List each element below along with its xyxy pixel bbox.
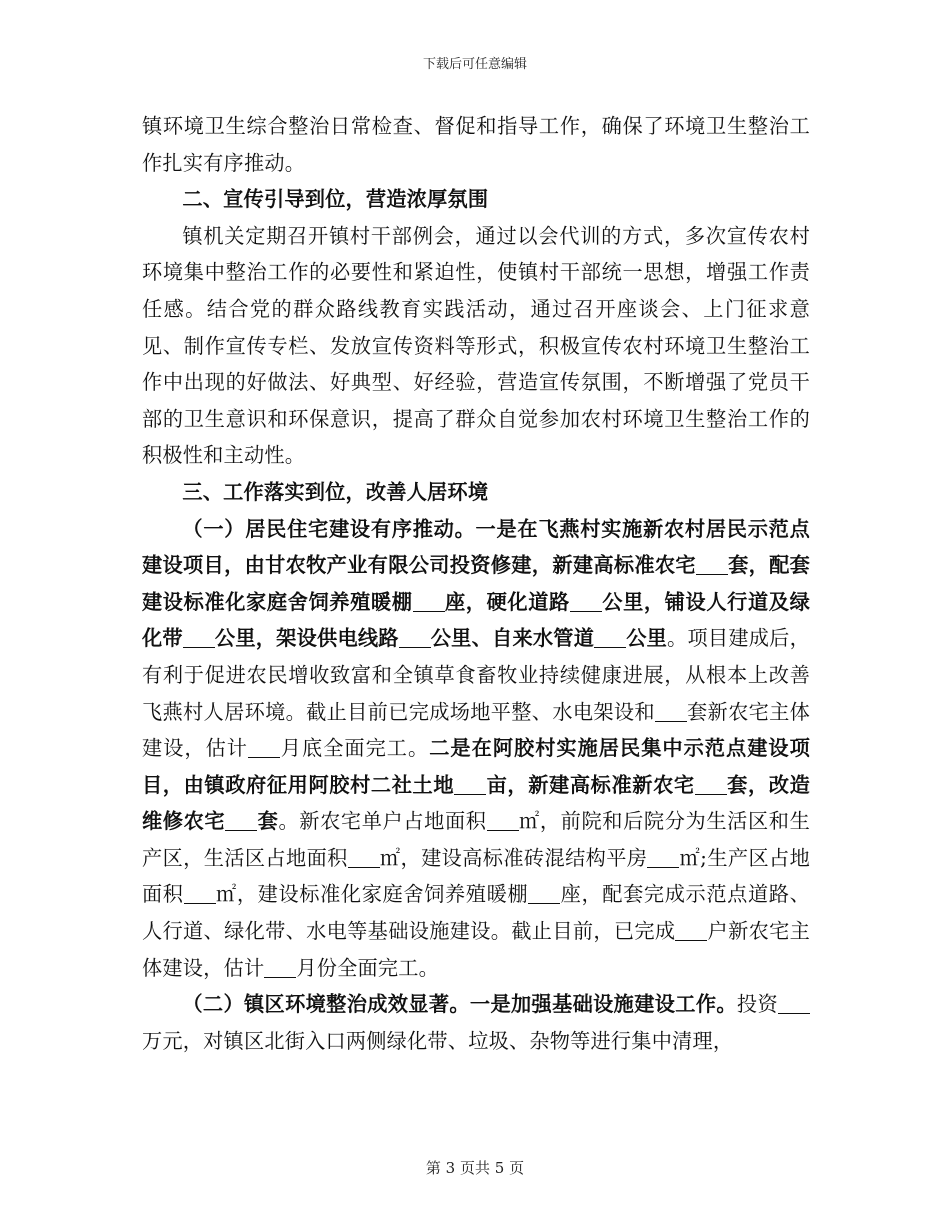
document-body bbox=[142, 108, 810, 1059]
blank-field bbox=[413, 591, 445, 612]
paragraph-town-environment: （二）镇区环境整治成效显著。一是加强基础设施建设工作。投资万元，对镇区北街入口两侧绿化带、垃圾、杂物等进行集中清理， bbox=[142, 986, 810, 1059]
blank-field bbox=[695, 774, 727, 795]
blank-field bbox=[399, 627, 431, 648]
blank-field bbox=[528, 883, 560, 904]
blank-field bbox=[647, 847, 679, 868]
blank-field bbox=[487, 810, 519, 831]
blank-field bbox=[570, 591, 602, 612]
blank-field bbox=[183, 627, 215, 648]
blank-field bbox=[675, 920, 707, 941]
blank-field bbox=[454, 774, 486, 795]
blank-field bbox=[696, 554, 728, 575]
paragraph-publicity: 镇机关定期召开镇村干部例会，通过以会代训的方式，多次宣传农村环境集中整治工作的必要性和紧迫性，使镇村干部统一思想，增强工作责任感。结合党的群众路线教育实践活动，通过召开座谈会、上门征求意见、制作宣传专栏、发放宣传资料等形式，积极宣传农村环境卫生整治工作中出现的好做法、好典型、好经验，营造宣传氛围，不断增强了党员干部的卫生意识和环保意识，提高了群众自觉参加农村环境卫生整治工作的积极性和主动性。 bbox=[142, 223, 810, 468]
paragraph-continued: 镇环境卫生综合整治日常检查、督促和指导工作，确保了环境卫生整治工作扎实有序推动。 bbox=[142, 114, 810, 175]
housing-bold-1: （一）居民住宅建设有序推动。一是在飞燕村实施新农村居民示范点建设项目，由甘农牧产业有限公司投资修建，新建高标准农宅 套，配套建设标准化家庭舍饲养殖暖棚 座，硬化道路 公里，铺设人行道及绿化带 公里，架设供电线路 公里、自来水管道 公里 bbox=[142, 516, 811, 651]
blank-field bbox=[655, 700, 687, 721]
page-footer: 第 3 页共 5 页 bbox=[425, 1159, 525, 1177]
blank-field bbox=[348, 847, 380, 868]
blank-field bbox=[778, 993, 810, 1014]
page-header: 下载后可任意编辑 bbox=[422, 57, 527, 72]
town-bold: （二）镇区环境整治成效显著。一是加强基础设施建设工作。 bbox=[182, 992, 737, 1017]
housing-bold-2: 二是在阿胶村实施居民集中示范点建设项目，由镇政府征用阿胶村二社土地 亩，新建高标准新农宅 套，改造维修农宅 套 bbox=[142, 736, 810, 834]
blank-field bbox=[264, 956, 296, 977]
section-heading-2: 二、宣传引导到位，营造浓厚氛围 bbox=[182, 187, 489, 212]
paragraph-housing: （一）居民住宅建设有序推动。一是在飞燕村实施新农村居民示范点建设项目，由甘农牧产业有限公司投资修建，新建高标准农宅 套，配套建设标准化家庭舍饲养殖暖棚 座，硬化道路 公里，铺设人行道及绿化带 公里，架设供电线路 公里、自来水管道 公里。项目建成后，有利于促进农民增收致富和全镇草食畜牧业持续健康进展，从根本上改善飞燕村人居环境。截止目前已完成场地平整、水电架设和 套新农宅主体建设，估计 月底全面完工。二是在阿胶村实施居民集中示范点建设项目，由镇政府征用阿胶村二社土地 亩，新建高标准新农宅 套，改造维修农宅 套。新农宅单户占地面积 ㎡，前院和后院分为生活区和生产区，生活区占地面积 ㎡，建设高标准砖混结构平房 ㎡;生产区占地面积 ㎡，建设标准化家庭舍饲养殖暖棚 座，配套完成示范点道路、人行道、绿化带、水电等基础设施建设。截止目前，已完成 户新农宅主体建设，估计 月份全面完工。 bbox=[142, 516, 811, 980]
blank-field bbox=[248, 737, 280, 758]
blank-field bbox=[184, 883, 216, 904]
blank-field bbox=[225, 810, 257, 831]
section-heading-3: 三、工作落实到位，改善人居环境 bbox=[182, 479, 489, 504]
blank-field bbox=[594, 627, 626, 648]
